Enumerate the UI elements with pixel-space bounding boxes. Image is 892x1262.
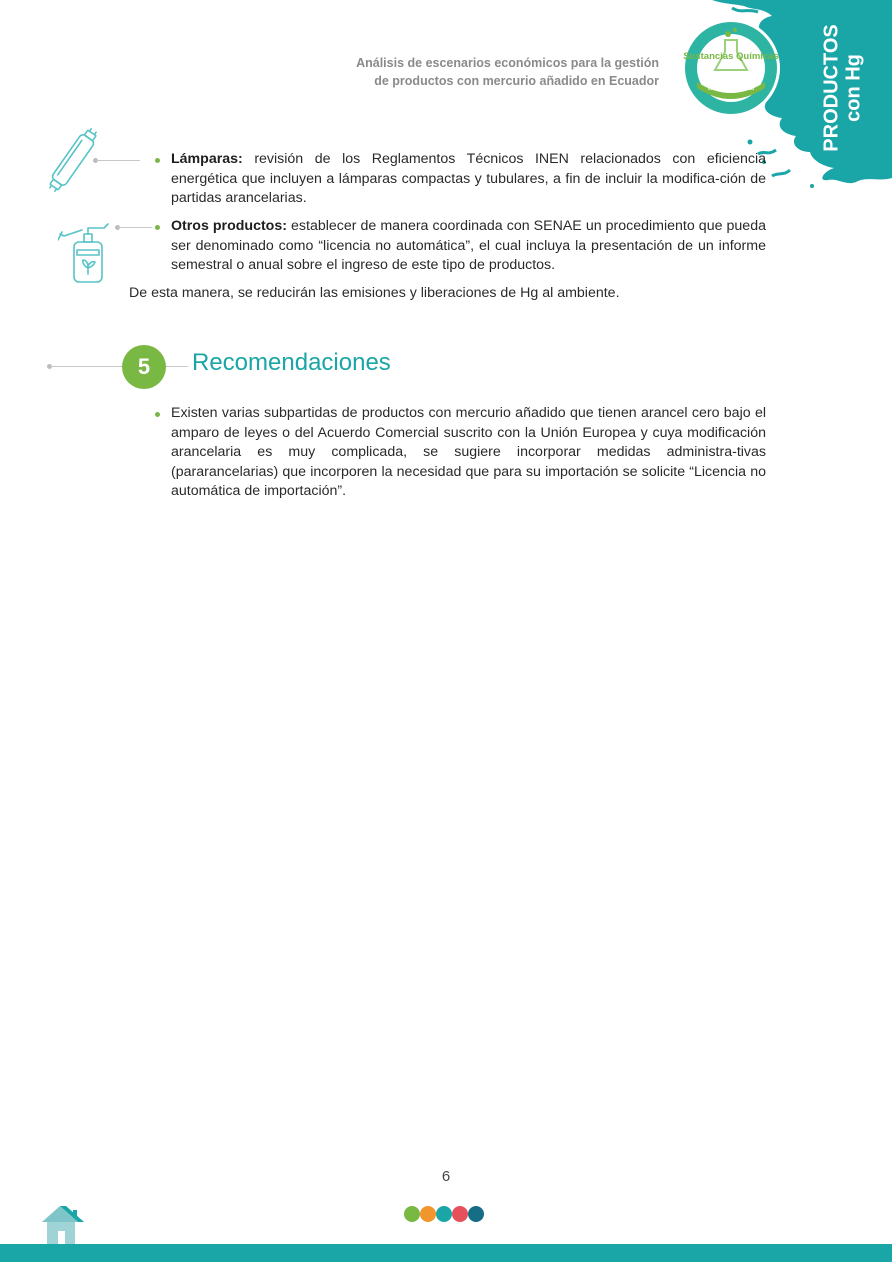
connector-line — [118, 227, 152, 228]
bullet-text: establecer de manera coordinada con SENAE un procedimiento que pueda ser denominado como “licencia no automática”, el cual incluya la presentación de un informe semestral o anual sobre el ingreso de este tipo de productos. — [171, 218, 766, 274]
bullet-text: revisión de los Reglamentos Técnicos INEN relacionados con eficiencia energética que incluyen a lámparas compactas y tubulares, a fin de incluir la modifica-ción de partidas arancelarias. — [171, 151, 766, 207]
bullet-dot — [155, 412, 160, 417]
connector-line — [96, 160, 140, 161]
pesticide-sprayer-icon — [58, 220, 114, 286]
footer-color-dot — [404, 1206, 420, 1222]
closing-paragraph: De esta manera, se reducirán las emisiones y liberaciones de Hg al ambiente. — [129, 285, 620, 301]
section-number-badge: 5 — [122, 345, 166, 389]
bullet-dot — [155, 225, 160, 230]
footer-color-dot — [420, 1206, 436, 1222]
section-connector-line — [50, 366, 122, 367]
bullet-text: Existen varias subpartidas de productos con mercurio añadido que tienen arancel cero bajo el amparo de leyes o del Acuerdo Comercial suscrito con la Unión Europea y cuya modificación arancelaria es muy complicada, se sugiere incorporar medidas administra-tivas (pararancelarias) que incorporen la necesidad que para su importación se solicite “Licencia no automática de importación”. — [171, 405, 766, 500]
section-connector-line-right — [166, 366, 188, 367]
logo-tagline: en su Ciclo de Vida — [708, 86, 754, 92]
footer-color-dot — [436, 1206, 452, 1222]
bullet-lamparas — [155, 150, 766, 209]
bullet-term: Lámparas: — [171, 151, 243, 167]
recommendation-bullet — [155, 404, 766, 502]
page-number: 6 — [441, 1168, 451, 1185]
section-title: Recomendaciones — [192, 349, 391, 376]
header-title-line2: de productos con mercurio añadido en Ecuador — [374, 74, 659, 88]
home-icon[interactable] — [38, 1204, 88, 1246]
logo-wordmark: Sustancias Químicas — [683, 51, 779, 62]
side-label-line2: con Hg — [843, 54, 866, 122]
footer-color-dot — [468, 1206, 484, 1222]
document-header-title — [356, 54, 659, 90]
bullet-dot — [155, 158, 160, 163]
bullet-term: Otros productos: — [171, 218, 287, 234]
section-side-label — [812, 24, 874, 152]
sustancias-quimicas-logo — [681, 18, 781, 118]
header-title-line1: Análisis de escenarios económicos para la gestión — [356, 56, 659, 70]
footer-color-dot — [452, 1206, 468, 1222]
footer-bar — [0, 1244, 892, 1262]
bullet-otros-productos — [155, 217, 766, 276]
side-label-line1: PRODUCTOS — [821, 24, 844, 152]
